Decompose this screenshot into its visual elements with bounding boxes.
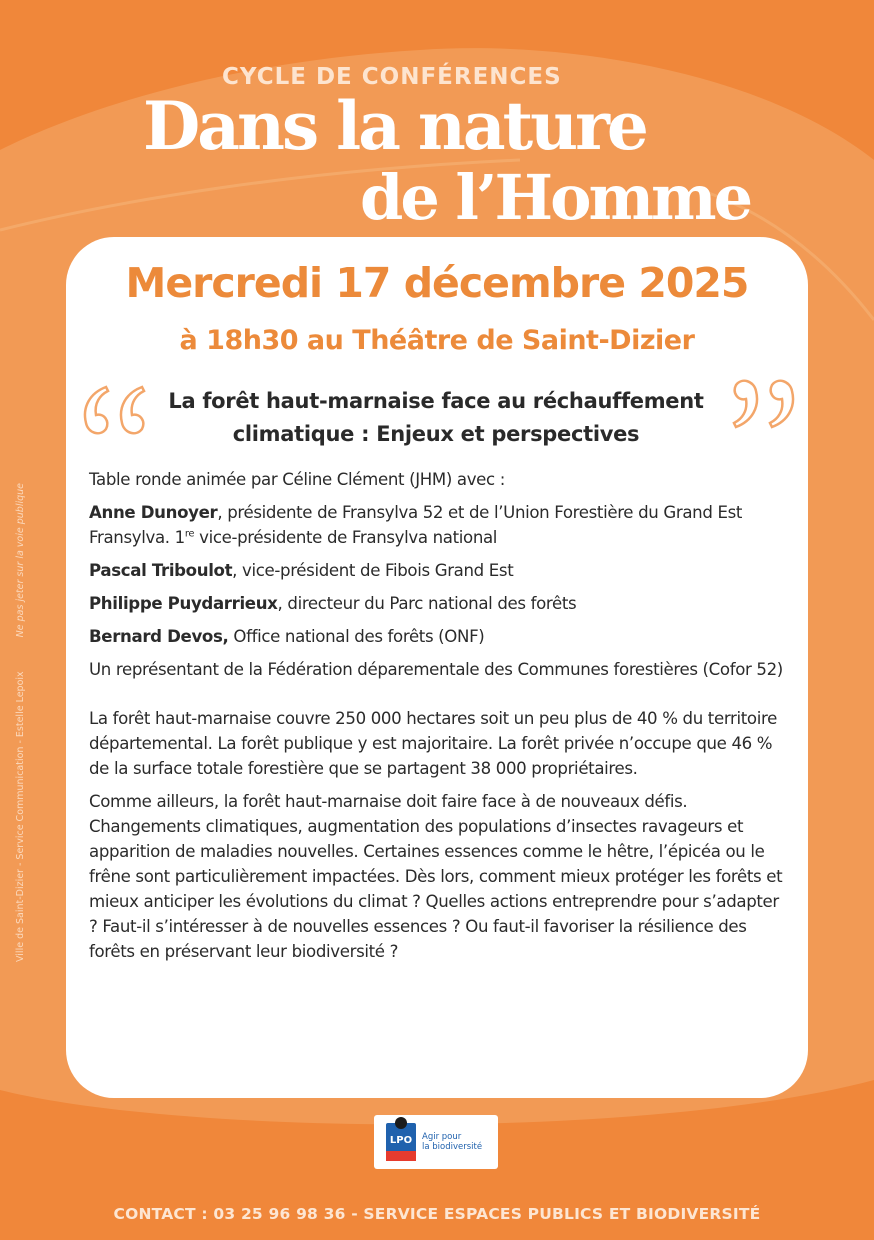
logo-letters: LPO <box>389 1135 413 1146</box>
side-credit <box>15 483 26 962</box>
lpo-bird-icon <box>386 1123 416 1161</box>
ordinal-suffix: re <box>184 528 195 540</box>
event-date: Mercredi 17 décembre 2025 <box>125 259 749 307</box>
series-title-line2: de l’Homme <box>360 161 751 234</box>
paragraph-forest-stats: La forêt haut-marnaise couvre 250 000 hectares soit un peu plus de 40 % du territoire départemental. La forêt publique y est majoritaire. La forêt privée n’occupe que 46 % de la surface totale forestière que se partagent 38 000 propriétaires. <box>89 709 777 778</box>
speaker-role-continued: vice-présidente de Fransylva national <box>194 528 498 547</box>
event-card <box>66 237 808 1098</box>
series-title-line1: Dans la nature <box>143 87 646 165</box>
speaker-name: Anne Dunoyer <box>89 503 218 522</box>
speaker-name: Pascal Triboulot <box>89 561 233 580</box>
speaker-item <box>89 624 789 649</box>
credit-text: Ville de Saint-Dizier - Service Communication - Estelle Lepoix <box>15 671 26 962</box>
paragraph-challenges: Comme ailleurs, la forêt haut-marnaise doit faire face à de nouveaux défis. Changements climatiques, augmentation des populations d’insectes ravageurs et apparition de maladies nouvelles. Certaines essences comme le hêtre, l’épicéa ou le frêne sont particulièrement impactées. Dès lors, comment mieux protéger les forêts et mieux anticiper les évolutions du climat ? Quelles actions entreprendre pour s’adapter ? Faut-il s’intéresser à de nouvelles essences ? Ou faut-il favoriser la résilience des forêts en préservant leur biodiversité ? <box>89 792 783 961</box>
litter-notice: Ne pas jeter sur la voie publique <box>15 483 26 638</box>
speaker-role: , présidente de Fransylva 52 et de l’Union Forestière du Grand Est Fransylva. 1 <box>89 503 743 547</box>
talk-title: La forêt haut-marnaise face au réchauffement climatique : Enjeux et perspectives <box>168 389 704 446</box>
intro-text: Table ronde animée par Céline Clément (JHM) avec : <box>89 470 505 489</box>
speaker-role: , vice-président de Fibois Grand Est <box>232 561 514 580</box>
cycle-label: CYCLE DE CONFÉRENCES <box>222 64 562 90</box>
speaker-role: , directeur du Parc national des forêts <box>277 594 577 613</box>
contact-footer: CONTACT : 03 25 96 98 36 - SERVICE ESPACES PUBLICS ET BIODIVERSITÉ <box>113 1205 761 1223</box>
speaker-item <box>89 591 789 616</box>
speaker-item <box>89 558 789 583</box>
event-place: à 18h30 au Théâtre de Saint-Dizier <box>179 325 695 356</box>
representative-text: Un représentant de la Fédération déparementale des Communes forestières (Cofor 52) <box>89 660 783 679</box>
logo-tagline-line1: Agir pour <box>422 1132 462 1142</box>
event-body <box>89 467 789 972</box>
lpo-logo <box>374 1115 498 1169</box>
logo-tagline <box>422 1132 492 1152</box>
speaker-name: Philippe Puydarrieux <box>89 594 278 613</box>
speaker-role: Office national des forêts (ONF) <box>228 627 485 646</box>
closing-quote-icon <box>722 369 802 439</box>
opening-quote-icon <box>76 375 156 445</box>
logo-tagline-line2: la biodiversité <box>422 1142 483 1152</box>
speaker-name: Bernard Devos, <box>89 627 229 646</box>
speaker-item <box>89 500 789 550</box>
